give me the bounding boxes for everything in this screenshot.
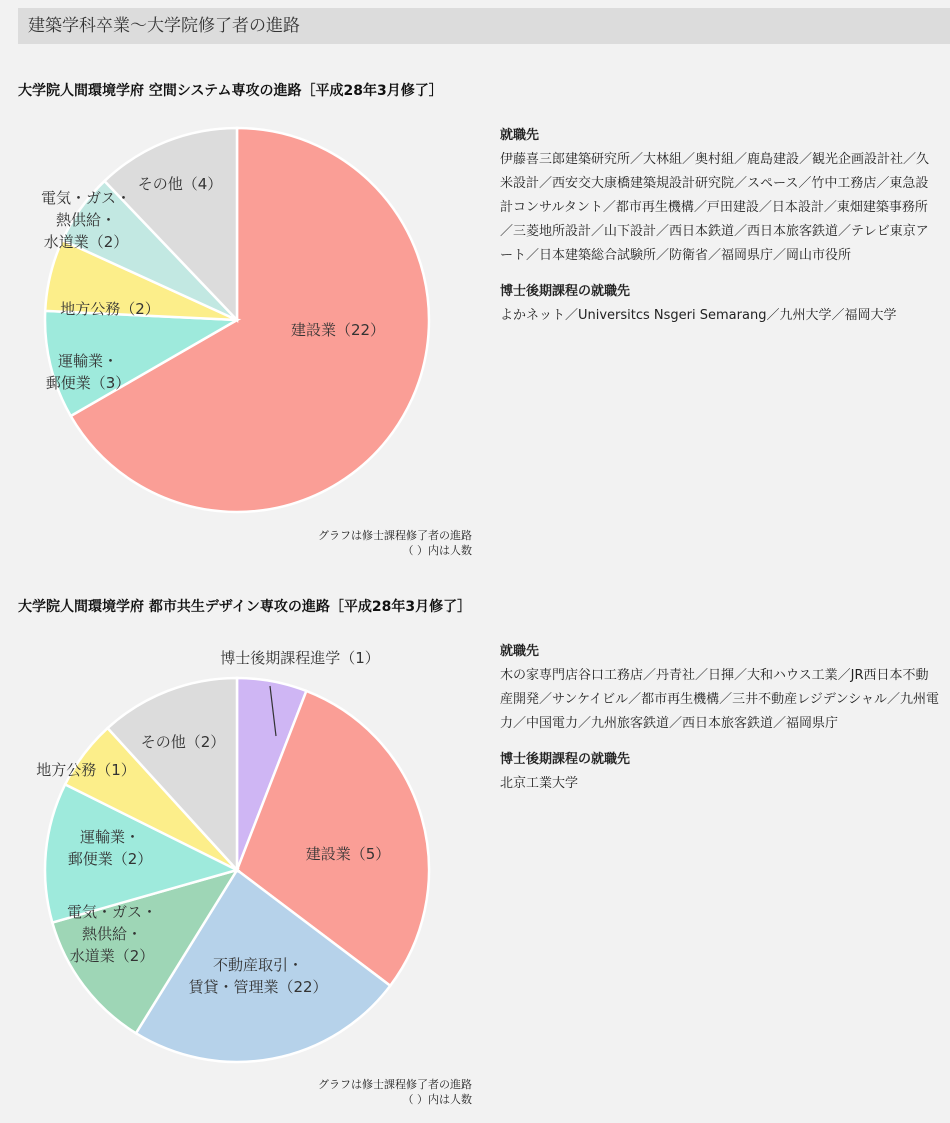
pie-slice-label-line: 運輸業・ — [57, 352, 119, 370]
pie-slice-label-line: その他（2） — [140, 733, 226, 751]
pie-slice-label-line: 運輸業・ — [79, 828, 141, 846]
pie-slice-label — [306, 845, 391, 863]
chart-note-urban-design — [318, 1077, 472, 1107]
doctoral-list: よかネット／Universitcs Nsgeri Semarang／九州大学／福岡大学 — [500, 308, 897, 323]
doctoral-list: 北京工業大学 — [500, 776, 579, 791]
pie-slice-label-line: 熱供給・ — [81, 925, 143, 943]
career-info-space-systems — [500, 124, 940, 340]
pie-slice-label-line: 賃貸・管理業（22） — [188, 978, 328, 996]
employment-heading: 就職先 — [500, 644, 540, 659]
pie-slice-label-line: 不動産取引・ — [212, 956, 304, 974]
pie-slice-label — [60, 300, 160, 318]
pie-slice-label-line: その他（4） — [137, 175, 223, 193]
section-title-urban-design: 大学院人間環境学府 都市共生デザイン専攻の進路［平成28年3月修了］ — [18, 599, 472, 615]
section-title-space-systems: 大学院人間環境学府 空間システム専攻の進路［平成28年3月修了］ — [18, 83, 443, 99]
chart-note-line1: グラフは修士課程修了者の進路 — [318, 1078, 472, 1091]
chart-note-line2: （ ）内は人数 — [402, 544, 472, 557]
pie-slice-label — [138, 175, 223, 193]
pie-slice-label — [36, 761, 136, 779]
pie-slice-label-line: 電気・ガス・ — [40, 189, 132, 207]
pie-chart-urban-design — [0, 636, 480, 1076]
pie-slice-label — [220, 649, 380, 667]
employment-heading: 就職先 — [500, 128, 540, 143]
pie-slice-label-line: 地方公務（1） — [36, 761, 136, 779]
pie-slice-label-line: 建設業（5） — [305, 845, 391, 863]
pie-slice-label-line: 博士後期課程進学（1） — [220, 649, 380, 667]
doctoral-heading: 博士後期課程の就職先 — [500, 284, 631, 299]
chart-note-line1: グラフは修士課程修了者の進路 — [318, 529, 472, 542]
doctoral-heading: 博士後期課程の就職先 — [500, 752, 631, 767]
chart-note-line2: （ ）内は人数 — [402, 1093, 472, 1106]
chart-note-space-systems — [318, 528, 472, 558]
employment-list: 木の家専門店谷口工務店／丹青社／日揮／大和ハウス工業／JR西日本不動産開発／サンケイビル／都市再生機構／三井不動産レジデンシャル／九州電力／中国電力／九州旅客鉄道／西日本旅客鉄道／福岡県庁 — [500, 668, 940, 731]
page-header — [18, 8, 950, 44]
employment-list: 伊藤喜三郎建築研究所／大林組／奥村組／鹿島建設／観光企画設計社／久米設計／西安交大康橋建築規設計研究院／スペース／竹中工務店／東急設計コンサルタント／都市再生機構／戸田建設／日本設計／東畑建築事務所／三菱地所設計／山下設計／西日本鉄道／西日本旅客鉄道／テレビ東京アート／日本建築総合試験所／防衛省／福岡県庁／岡山市役所 — [500, 152, 930, 263]
pie-slice-label-line: 電気・ガス・ — [66, 903, 158, 921]
career-info-urban-design — [500, 640, 940, 808]
pie-slice-label-line: 水道業（2） — [69, 947, 155, 965]
pie-slice-label-line: 郵便業（3） — [45, 374, 131, 392]
pie-slice-label-line: 水道業（2） — [43, 233, 129, 251]
pie-slice-label-line: 熱供給・ — [55, 211, 117, 229]
pie-slice-label-line: 建設業（22） — [290, 321, 386, 339]
pie-slice-label-line: 郵便業（2） — [67, 850, 153, 868]
pie-slice-label-line: 地方公務（2） — [60, 300, 160, 318]
pie-slice-label — [291, 321, 385, 339]
pie-slice-label — [141, 733, 226, 751]
page-title: 建築学科卒業〜大学院修了者の進路 — [28, 16, 300, 36]
